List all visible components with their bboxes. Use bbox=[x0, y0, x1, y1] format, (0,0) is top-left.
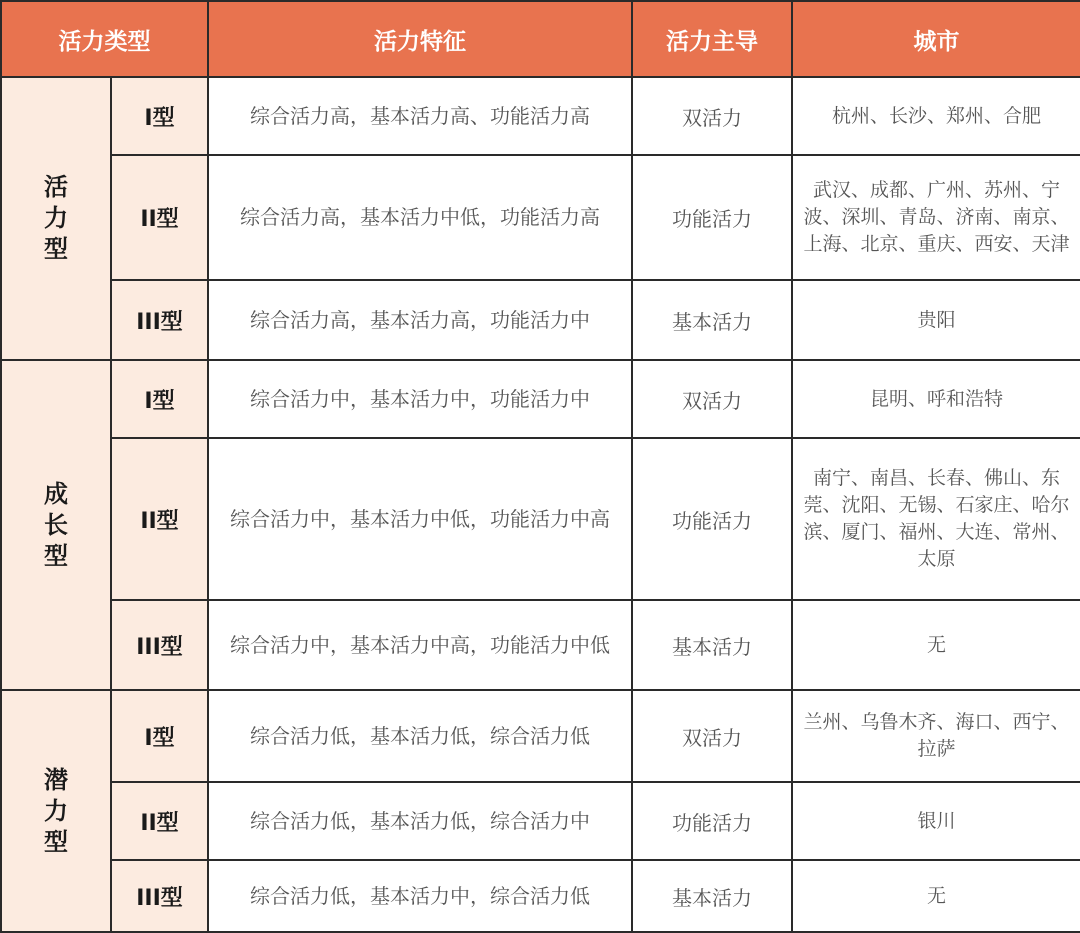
subtype-cell: III型 bbox=[111, 860, 208, 932]
features-cell: 综合活力高，基本活力中低，功能活力高 bbox=[208, 155, 632, 280]
table-row bbox=[1, 690, 1080, 782]
dominant-cell: 基本活力 bbox=[632, 280, 792, 360]
subtype-cell: II型 bbox=[111, 155, 208, 280]
category-label: 成长型 bbox=[44, 479, 68, 570]
table-row bbox=[1, 360, 1080, 438]
dominant-cell: 双活力 bbox=[632, 360, 792, 438]
city-cell: 无 bbox=[792, 600, 1080, 690]
table-row bbox=[1, 860, 1080, 932]
subtype-cell: II型 bbox=[111, 438, 208, 600]
features-cell: 综合活力低，基本活力中，综合活力低 bbox=[208, 860, 632, 932]
dominant-cell: 功能活力 bbox=[632, 155, 792, 280]
city-cell: 贵阳 bbox=[792, 280, 1080, 360]
header-features: 活力特征 bbox=[208, 1, 632, 77]
subtype-cell: II型 bbox=[111, 782, 208, 860]
city-cell: 兰州、乌鲁木齐、海口、西宁、拉萨 bbox=[792, 690, 1080, 782]
table-row bbox=[1, 600, 1080, 690]
subtype-cell: I型 bbox=[111, 690, 208, 782]
subtype-cell: I型 bbox=[111, 77, 208, 155]
dominant-cell: 功能活力 bbox=[632, 438, 792, 600]
city-cell: 无 bbox=[792, 860, 1080, 932]
features-cell: 综合活力中，基本活力中高，功能活力中低 bbox=[208, 600, 632, 690]
subtype-cell: III型 bbox=[111, 280, 208, 360]
category-cell bbox=[1, 690, 111, 932]
header-dominant: 活力主导 bbox=[632, 1, 792, 77]
table-row bbox=[1, 155, 1080, 280]
header-type: 活力类型 bbox=[1, 1, 208, 77]
category-label: 活力型 bbox=[44, 173, 68, 263]
table-row bbox=[1, 77, 1080, 155]
table-row bbox=[1, 782, 1080, 860]
features-cell: 综合活力低，基本活力低，综合活力低 bbox=[208, 690, 632, 782]
category-cell bbox=[1, 77, 111, 360]
category-label: 潜力型 bbox=[44, 765, 68, 856]
dominant-cell: 功能活力 bbox=[632, 782, 792, 860]
dominant-cell: 双活力 bbox=[632, 77, 792, 155]
features-cell: 综合活力高，基本活力高，功能活力中 bbox=[208, 280, 632, 360]
subtype-cell: III型 bbox=[111, 600, 208, 690]
city-cell: 南宁、南昌、长春、佛山、东莞、沈阳、无锡、石家庄、哈尔滨、厦门、福州、大连、常州、太原 bbox=[792, 438, 1080, 600]
features-cell: 综合活力中，基本活力中低，功能活力中高 bbox=[208, 438, 632, 600]
city-cell: 武汉、成都、广州、苏州、宁波、深圳、青岛、济南、南京、上海、北京、重庆、西安、天津 bbox=[792, 155, 1080, 280]
table-row bbox=[1, 280, 1080, 360]
dominant-cell: 基本活力 bbox=[632, 600, 792, 690]
table-row bbox=[1, 438, 1080, 600]
dominant-cell: 双活力 bbox=[632, 690, 792, 782]
features-cell: 综合活力中，基本活力中，功能活力中 bbox=[208, 360, 632, 438]
subtype-cell: I型 bbox=[111, 360, 208, 438]
features-cell: 综合活力高，基本活力高、功能活力高 bbox=[208, 77, 632, 155]
category-cell bbox=[1, 360, 111, 690]
header-city: 城市 bbox=[792, 1, 1080, 77]
header-row bbox=[1, 1, 1080, 77]
features-cell: 综合活力低，基本活力低，综合活力中 bbox=[208, 782, 632, 860]
city-cell: 昆明、呼和浩特 bbox=[792, 360, 1080, 438]
city-cell: 杭州、长沙、郑州、合肥 bbox=[792, 77, 1080, 155]
dominant-cell: 基本活力 bbox=[632, 860, 792, 932]
city-cell: 银川 bbox=[792, 782, 1080, 860]
